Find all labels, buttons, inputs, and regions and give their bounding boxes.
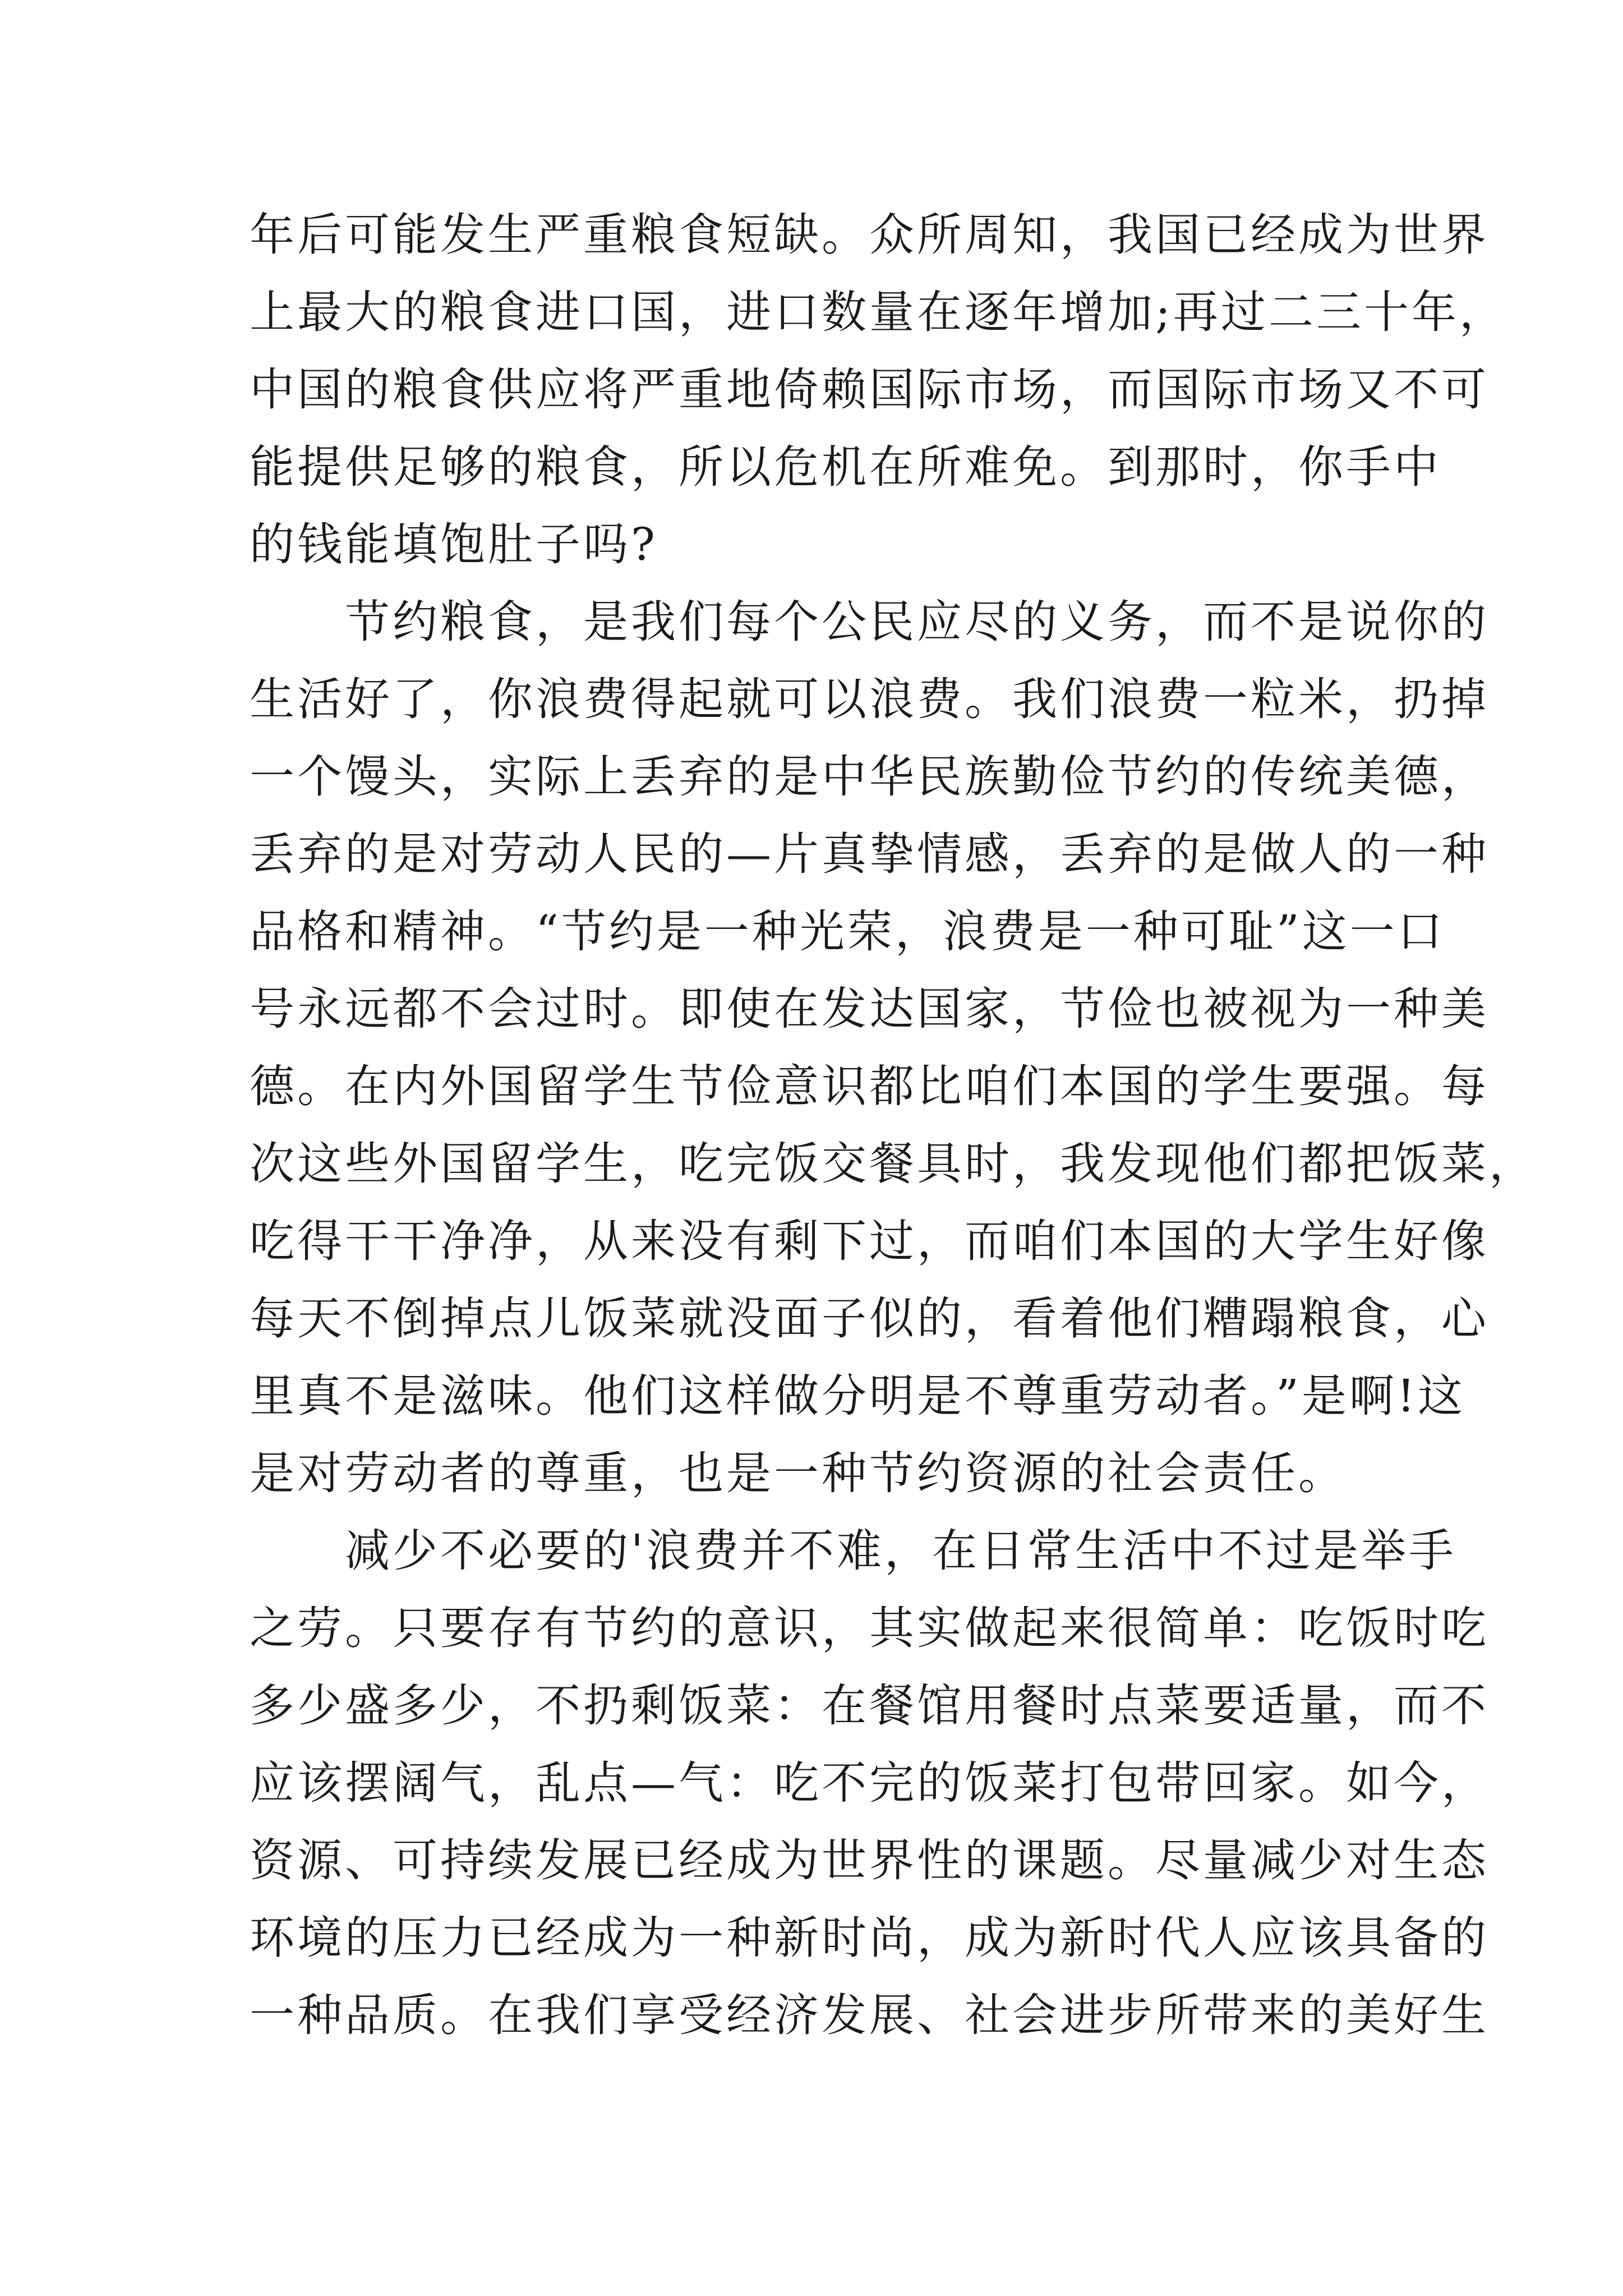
text-line: 每天不倒掉点儿饭菜就没面子似的，看着他们糟蹋粮食，心 (250, 1292, 1489, 1345)
text-line: 之劳。只要存有节约的意识，其实做起来很简单：吃饭时吃 (250, 1602, 1489, 1654)
text-line: 应该摆阔气，乱点—气：吃不完的饭菜打包带回家。如今， (250, 1757, 1489, 1809)
text-line: 环境的压力已经成为一种新时尚，成为新时代人应该具备的 (250, 1912, 1489, 1964)
text-line: 品格和精神。“节约是一种光荣，浪费是一种可耻”这一口 (250, 905, 1445, 958)
text-line: 多少盛多少，不扔剩饭菜：在餐馆用餐时点菜要适量，而不 (250, 1680, 1489, 1732)
text-line: 年后可能发生严重粮食短缺。众所周知，我国已经成为世界 (250, 209, 1489, 261)
paragraph-2 (250, 583, 1537, 1512)
text-line: 生活好了，你浪费得起就可以浪费。我们浪费一粒米，扔掉 (250, 673, 1489, 725)
text-line: 能提供足够的粮食，所以危机在所难免。到那时，你手中 (250, 441, 1441, 493)
body-text (250, 196, 1537, 2054)
text-line: 减少不必要的'浪费并不难，在日常生活中不过是举手 (250, 1525, 1456, 1577)
text-line: 一种品质。在我们享受经济发展、社会进步所带来的美好生 (250, 1989, 1489, 2041)
text-line: 号永远都不会过时。即使在发达国家，节俭也被视为一种美 (250, 983, 1489, 1035)
text-line: 的钱能填饱肚子吗? (250, 518, 658, 570)
text-line: 里真不是滋味。他们这样做分明是不尊重劳动者。”是啊!这 (250, 1370, 1466, 1422)
paragraph-1 (250, 196, 1507, 583)
text-line: 德。在内外国留学生节俭意识都比咱们本国的学生要强。每 (250, 1060, 1489, 1112)
paragraph-3 (250, 1512, 1489, 2054)
text-line: 一个馒头，实际上丢弃的是中华民族勤俭节约的传统美德， (250, 751, 1489, 803)
text-line: 是对劳动者的尊重，也是一种节约资源的社会责任。 (250, 1447, 1346, 1499)
text-line: 吃得干干净净，从来没有剩下过，而咱们本国的大学生好像 (250, 1215, 1489, 1267)
text-line: 节约粮食，是我们每个公民应尽的义务，而不是说你的 (250, 596, 1489, 648)
text-line: 中国的粮食供应将严重地倚赖国际市场，而国际市场又不可 (250, 364, 1489, 416)
text-line: 上最大的粮食进口国，进口数量在逐年增加;再过二三十年， (250, 286, 1507, 338)
text-line: 次这些外国留学生，吃完饭交餐具时，我发现他们都把饭菜， (250, 1138, 1537, 1190)
text-line: 资源、可持续发展已经成为世界性的课题。尽量减少对生态 (250, 1834, 1489, 1887)
text-line: 丢弃的是对劳动人民的—片真挚情感，丢弃的是做人的一种 (250, 828, 1489, 880)
